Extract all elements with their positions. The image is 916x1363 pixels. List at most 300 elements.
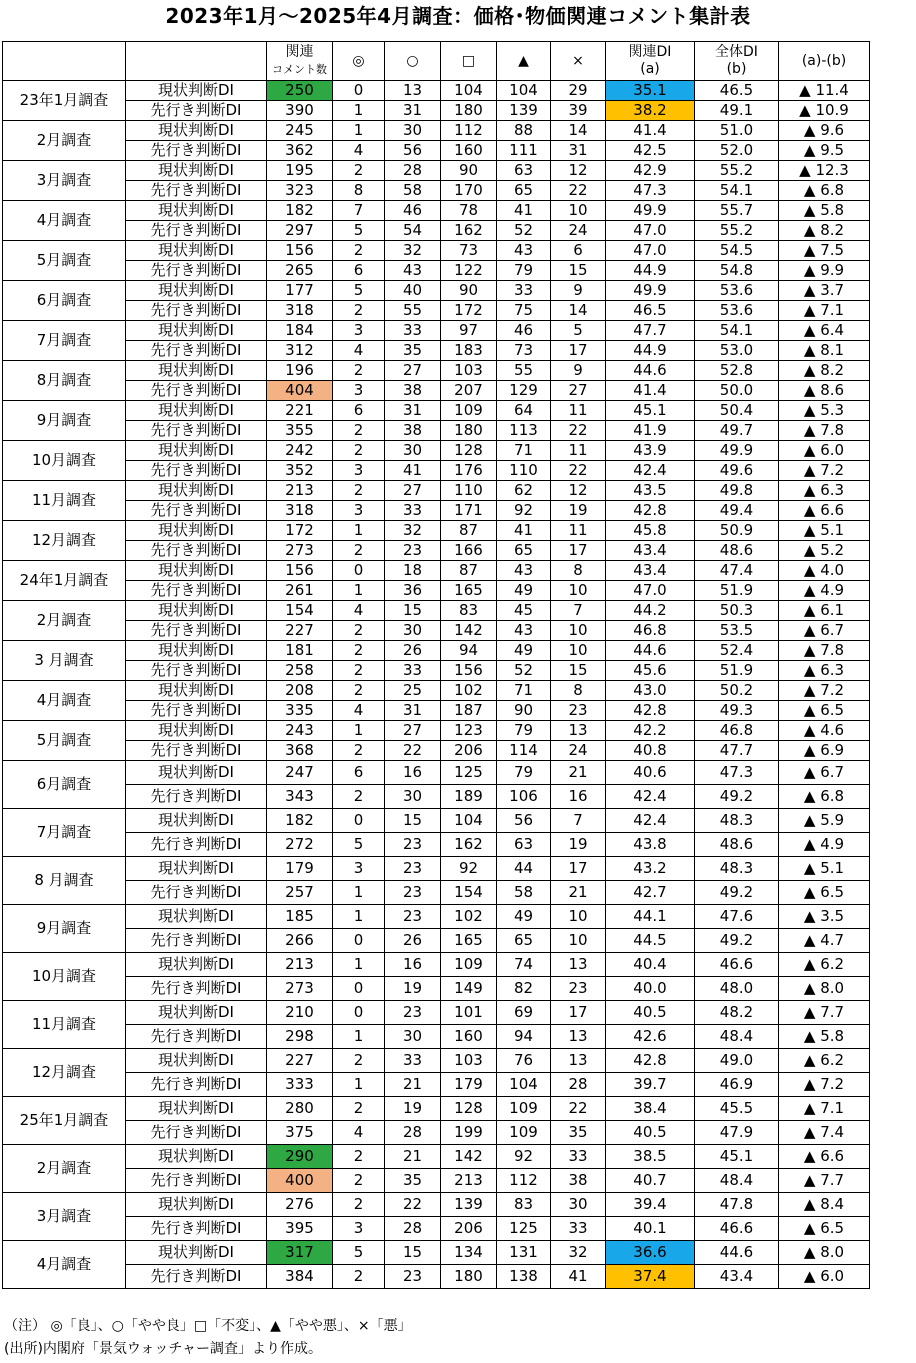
di-type-cell: 現状判断DI [126, 761, 267, 785]
unchanged-count-cell: 180 [441, 1265, 497, 1289]
good-count-cell: 6 [333, 761, 385, 785]
table-row [3, 1217, 870, 1241]
page-title: 2023年1月～2025年4月調査：価格･物価関連コメント集計表 [165, 4, 751, 28]
related-di-cell: 45.8 [606, 521, 695, 541]
related-di-cell: 45.1 [606, 401, 695, 421]
somewhat-good-count-cell: 41 [385, 461, 441, 481]
survey-period-cell: 3月調査 [3, 161, 126, 201]
di-type-cell: 現状判断DI [126, 857, 267, 881]
survey-period-cell: 12月調査 [3, 521, 126, 561]
bad-count-cell: 16 [551, 785, 606, 809]
overall-di-cell: 45.1 [695, 1145, 779, 1169]
bad-count-cell: 12 [551, 161, 606, 181]
somewhat-good-count-cell: 23 [385, 1001, 441, 1025]
di-type-cell: 先行き判断DI [126, 1073, 267, 1097]
bad-count-cell: 24 [551, 221, 606, 241]
di-type-cell: 先行き判断DI [126, 301, 267, 321]
related-di-cell: 42.7 [606, 881, 695, 905]
di-difference-cell: ▲ 7.2 [779, 681, 870, 701]
somewhat-bad-count-cell: 112 [497, 1169, 551, 1193]
bad-count-cell: 29 [551, 81, 606, 101]
di-difference-cell: ▲ 8.1 [779, 341, 870, 361]
unchanged-count-cell: 142 [441, 621, 497, 641]
good-count-cell: 1 [333, 1073, 385, 1097]
di-type-cell: 先行き判断DI [126, 1121, 267, 1145]
bad-count-cell: 6 [551, 241, 606, 261]
overall-di-cell: 54.1 [695, 181, 779, 201]
good-count-cell: 2 [333, 301, 385, 321]
overall-di-cell: 50.4 [695, 401, 779, 421]
bad-count-cell: 8 [551, 561, 606, 581]
somewhat-good-count-cell: 21 [385, 1145, 441, 1169]
related-di-cell: 47.0 [606, 221, 695, 241]
unchanged-count-cell: 206 [441, 741, 497, 761]
table-row [3, 785, 870, 809]
comment-count-cell: 362 [267, 141, 333, 161]
overall-di-cell: 48.6 [695, 833, 779, 857]
di-difference-cell: ▲ 6.1 [779, 601, 870, 621]
di-difference-cell: ▲ 5.9 [779, 809, 870, 833]
somewhat-bad-count-cell: 58 [497, 881, 551, 905]
unchanged-count-cell: 162 [441, 221, 497, 241]
comment-count-cell: 276 [267, 1193, 333, 1217]
di-difference-cell: ▲ 7.1 [779, 1097, 870, 1121]
bad-count-cell: 39 [551, 101, 606, 121]
di-type-cell: 先行き判断DI [126, 929, 267, 953]
bad-count-cell: 24 [551, 741, 606, 761]
header-count-line2: コメント数 [272, 63, 327, 76]
good-count-cell: 0 [333, 929, 385, 953]
related-di-cell: 36.6 [606, 1241, 695, 1265]
comment-count-cell: 210 [267, 1001, 333, 1025]
somewhat-good-count-cell: 31 [385, 401, 441, 421]
comment-count-cell: 384 [267, 1265, 333, 1289]
overall-di-cell: 51.9 [695, 581, 779, 601]
somewhat-bad-count-cell: 73 [497, 341, 551, 361]
somewhat-bad-count-cell: 52 [497, 661, 551, 681]
di-difference-cell: ▲ 6.8 [779, 785, 870, 809]
related-di-cell: 46.8 [606, 621, 695, 641]
related-di-cell: 47.0 [606, 581, 695, 601]
somewhat-good-count-cell: 18 [385, 561, 441, 581]
table-row [3, 741, 870, 761]
di-type-cell: 現状判断DI [126, 521, 267, 541]
comment-count-cell: 368 [267, 741, 333, 761]
somewhat-bad-count-cell: 90 [497, 701, 551, 721]
somewhat-bad-count-cell: 83 [497, 1193, 551, 1217]
bad-count-cell: 13 [551, 721, 606, 741]
comment-count-cell: 318 [267, 501, 333, 521]
comment-count-cell: 247 [267, 761, 333, 785]
somewhat-good-count-cell: 28 [385, 1217, 441, 1241]
unchanged-count-cell: 183 [441, 341, 497, 361]
unchanged-count-cell: 122 [441, 261, 497, 281]
somewhat-bad-count-cell: 41 [497, 521, 551, 541]
survey-period-cell: 2月調査 [3, 601, 126, 641]
header-blank-kind [126, 42, 267, 81]
unchanged-count-cell: 125 [441, 761, 497, 785]
di-type-cell: 先行き判断DI [126, 581, 267, 601]
bad-count-cell: 12 [551, 481, 606, 501]
table-row [3, 441, 870, 461]
comment-count-cell: 298 [267, 1025, 333, 1049]
comment-count-cell: 182 [267, 201, 333, 221]
bad-count-cell: 17 [551, 1001, 606, 1025]
related-di-cell: 41.4 [606, 121, 695, 141]
unchanged-count-cell: 162 [441, 833, 497, 857]
somewhat-good-count-cell: 30 [385, 441, 441, 461]
overall-di-cell: 50.0 [695, 381, 779, 401]
survey-period-cell: 11月調査 [3, 1001, 126, 1049]
bad-count-cell: 8 [551, 681, 606, 701]
header-rel-line1: 関連DI [628, 44, 672, 60]
header-related-di [606, 42, 695, 81]
table-row [3, 141, 870, 161]
somewhat-bad-count-cell: 65 [497, 929, 551, 953]
di-difference-cell: ▲ 7.7 [779, 1001, 870, 1025]
overall-di-cell: 51.9 [695, 661, 779, 681]
somewhat-bad-count-cell: 71 [497, 681, 551, 701]
somewhat-good-count-cell: 30 [385, 785, 441, 809]
di-difference-cell: ▲ 4.9 [779, 833, 870, 857]
di-type-cell: 現状判断DI [126, 401, 267, 421]
somewhat-good-count-cell: 27 [385, 361, 441, 381]
related-di-cell: 42.2 [606, 721, 695, 741]
di-type-cell: 先行き判断DI [126, 341, 267, 361]
bad-count-cell: 10 [551, 905, 606, 929]
related-di-cell: 43.9 [606, 441, 695, 461]
overall-di-cell: 47.7 [695, 741, 779, 761]
overall-di-cell: 44.6 [695, 1241, 779, 1265]
table-row [3, 301, 870, 321]
unchanged-count-cell: 170 [441, 181, 497, 201]
good-count-cell: 1 [333, 721, 385, 741]
somewhat-good-count-cell: 23 [385, 857, 441, 881]
related-di-cell: 44.2 [606, 601, 695, 621]
comment-count-cell: 390 [267, 101, 333, 121]
good-count-cell: 7 [333, 201, 385, 221]
good-count-cell: 5 [333, 1241, 385, 1265]
related-di-cell: 44.9 [606, 261, 695, 281]
bad-count-cell: 7 [551, 601, 606, 621]
bad-count-cell: 22 [551, 421, 606, 441]
related-di-cell: 42.4 [606, 461, 695, 481]
comment-count-cell: 290 [267, 1145, 333, 1169]
di-difference-cell: ▲ 7.7 [779, 1169, 870, 1193]
comment-count-cell: 177 [267, 281, 333, 301]
table-row [3, 461, 870, 481]
somewhat-good-count-cell: 31 [385, 101, 441, 121]
somewhat-bad-count-cell: 114 [497, 741, 551, 761]
comment-count-cell: 185 [267, 905, 333, 929]
somewhat-bad-count-cell: 104 [497, 1073, 551, 1097]
di-difference-cell: ▲ 6.7 [779, 761, 870, 785]
overall-di-cell: 48.6 [695, 541, 779, 561]
overall-di-cell: 53.6 [695, 301, 779, 321]
di-type-cell: 先行き判断DI [126, 381, 267, 401]
unchanged-count-cell: 165 [441, 581, 497, 601]
comment-count-cell: 261 [267, 581, 333, 601]
somewhat-bad-count-cell: 63 [497, 833, 551, 857]
unchanged-count-cell: 103 [441, 361, 497, 381]
survey-period-cell: 3月調査 [3, 1193, 126, 1241]
somewhat-bad-count-cell: 92 [497, 501, 551, 521]
comment-count-cell: 250 [267, 81, 333, 101]
bad-count-cell: 33 [551, 1145, 606, 1169]
di-type-cell: 現状判断DI [126, 1001, 267, 1025]
survey-period-cell: 6月調査 [3, 761, 126, 809]
unchanged-count-cell: 207 [441, 381, 497, 401]
overall-di-cell: 49.9 [695, 441, 779, 461]
table-row [3, 1169, 870, 1193]
table-row [3, 601, 870, 621]
somewhat-bad-count-cell: 113 [497, 421, 551, 441]
table-row [3, 721, 870, 741]
comment-count-cell: 335 [267, 701, 333, 721]
unchanged-count-cell: 94 [441, 641, 497, 661]
somewhat-bad-count-cell: 44 [497, 857, 551, 881]
somewhat-bad-count-cell: 43 [497, 621, 551, 641]
table-row [3, 857, 870, 881]
header-bad: × [551, 42, 606, 81]
di-difference-cell: ▲ 4.9 [779, 581, 870, 601]
overall-di-cell: 55.2 [695, 221, 779, 241]
overall-di-cell: 55.2 [695, 161, 779, 181]
somewhat-bad-count-cell: 64 [497, 401, 551, 421]
di-type-cell: 先行き判断DI [126, 1265, 267, 1289]
comment-count-cell: 333 [267, 1073, 333, 1097]
overall-di-cell: 49.0 [695, 1049, 779, 1073]
comment-count-cell: 395 [267, 1217, 333, 1241]
header-all-line1: 全体DI [715, 44, 758, 60]
header-blank-period [3, 42, 126, 81]
overall-di-cell: 54.5 [695, 241, 779, 261]
bad-count-cell: 13 [551, 1049, 606, 1073]
bad-count-cell: 11 [551, 401, 606, 421]
bad-count-cell: 11 [551, 441, 606, 461]
related-di-cell: 43.5 [606, 481, 695, 501]
somewhat-good-count-cell: 15 [385, 1241, 441, 1265]
header-good: ◎ [333, 42, 385, 81]
overall-di-cell: 52.8 [695, 361, 779, 381]
header-comment-count [267, 42, 333, 81]
di-difference-cell: ▲ 6.7 [779, 621, 870, 641]
di-difference-cell: ▲ 7.8 [779, 641, 870, 661]
somewhat-bad-count-cell: 104 [497, 81, 551, 101]
di-difference-cell: ▲ 9.9 [779, 261, 870, 281]
di-type-cell: 現状判断DI [126, 953, 267, 977]
table-row [3, 421, 870, 441]
di-type-cell: 現状判断DI [126, 481, 267, 501]
unchanged-count-cell: 172 [441, 301, 497, 321]
related-di-cell: 38.5 [606, 1145, 695, 1169]
survey-period-cell: 9月調査 [3, 401, 126, 441]
di-type-cell: 現状判断DI [126, 201, 267, 221]
unchanged-count-cell: 83 [441, 601, 497, 621]
good-count-cell: 2 [333, 621, 385, 641]
bad-count-cell: 10 [551, 581, 606, 601]
di-difference-cell: ▲ 5.3 [779, 401, 870, 421]
comment-count-cell: 273 [267, 977, 333, 1001]
somewhat-good-count-cell: 26 [385, 641, 441, 661]
bad-count-cell: 10 [551, 929, 606, 953]
di-type-cell: 現状判断DI [126, 281, 267, 301]
di-difference-cell: ▲ 11.4 [779, 81, 870, 101]
overall-di-cell: 49.1 [695, 101, 779, 121]
di-type-cell: 先行き判断DI [126, 833, 267, 857]
related-di-cell: 46.5 [606, 301, 695, 321]
somewhat-good-count-cell: 33 [385, 321, 441, 341]
table-row [3, 1241, 870, 1265]
di-difference-cell: ▲ 6.0 [779, 1265, 870, 1289]
comment-count-cell: 312 [267, 341, 333, 361]
di-type-cell: 先行き判断DI [126, 221, 267, 241]
bad-count-cell: 19 [551, 501, 606, 521]
di-difference-cell: ▲ 6.9 [779, 741, 870, 761]
somewhat-bad-count-cell: 88 [497, 121, 551, 141]
table-row [3, 381, 870, 401]
good-count-cell: 4 [333, 141, 385, 161]
related-di-cell: 42.4 [606, 809, 695, 833]
overall-di-cell: 47.6 [695, 905, 779, 929]
overall-di-cell: 53.6 [695, 281, 779, 301]
overall-di-cell: 48.0 [695, 977, 779, 1001]
di-difference-cell: ▲ 6.5 [779, 881, 870, 905]
somewhat-bad-count-cell: 46 [497, 321, 551, 341]
somewhat-bad-count-cell: 79 [497, 261, 551, 281]
survey-period-cell: 8月調査 [3, 361, 126, 401]
related-di-cell: 43.4 [606, 541, 695, 561]
di-type-cell: 先行き判断DI [126, 541, 267, 561]
good-count-cell: 2 [333, 1097, 385, 1121]
table-row [3, 621, 870, 641]
related-di-cell: 43.2 [606, 857, 695, 881]
good-count-cell: 3 [333, 461, 385, 481]
somewhat-bad-count-cell: 43 [497, 241, 551, 261]
table-row [3, 221, 870, 241]
related-di-cell: 44.1 [606, 905, 695, 929]
overall-di-cell: 55.7 [695, 201, 779, 221]
somewhat-bad-count-cell: 41 [497, 201, 551, 221]
somewhat-bad-count-cell: 125 [497, 1217, 551, 1241]
di-difference-cell: ▲ 4.0 [779, 561, 870, 581]
good-count-cell: 5 [333, 281, 385, 301]
comment-count-cell: 343 [267, 785, 333, 809]
survey-period-cell: 24年1月調査 [3, 561, 126, 601]
di-type-cell: 先行き判断DI [126, 741, 267, 761]
bad-count-cell: 22 [551, 461, 606, 481]
bad-count-cell: 21 [551, 881, 606, 905]
somewhat-good-count-cell: 33 [385, 1049, 441, 1073]
di-difference-cell: ▲ 6.0 [779, 441, 870, 461]
somewhat-bad-count-cell: 52 [497, 221, 551, 241]
di-type-cell: 現状判断DI [126, 241, 267, 261]
unchanged-count-cell: 87 [441, 561, 497, 581]
survey-period-cell: 7月調査 [3, 321, 126, 361]
di-type-cell: 現状判断DI [126, 1097, 267, 1121]
comment-count-cell: 195 [267, 161, 333, 181]
overall-di-cell: 49.3 [695, 701, 779, 721]
survey-period-cell: 7月調査 [3, 809, 126, 857]
overall-di-cell: 49.7 [695, 421, 779, 441]
somewhat-good-count-cell: 32 [385, 241, 441, 261]
bad-count-cell: 17 [551, 341, 606, 361]
overall-di-cell: 46.5 [695, 81, 779, 101]
table-row [3, 1145, 870, 1169]
somewhat-good-count-cell: 16 [385, 761, 441, 785]
somewhat-good-count-cell: 27 [385, 481, 441, 501]
table-row [3, 401, 870, 421]
related-di-cell: 49.9 [606, 201, 695, 221]
di-difference-cell: ▲ 6.3 [779, 661, 870, 681]
overall-di-cell: 46.6 [695, 953, 779, 977]
di-difference-cell: ▲ 10.9 [779, 101, 870, 121]
bad-count-cell: 28 [551, 1073, 606, 1097]
good-count-cell: 2 [333, 541, 385, 561]
bad-count-cell: 17 [551, 541, 606, 561]
overall-di-cell: 47.8 [695, 1193, 779, 1217]
header-somewhat-bad: ▲ [497, 42, 551, 81]
di-difference-cell: ▲ 6.5 [779, 1217, 870, 1241]
somewhat-good-count-cell: 22 [385, 1193, 441, 1217]
overall-di-cell: 48.3 [695, 857, 779, 881]
di-type-cell: 現状判断DI [126, 321, 267, 341]
unchanged-count-cell: 160 [441, 141, 497, 161]
related-di-cell: 43.4 [606, 561, 695, 581]
bad-count-cell: 21 [551, 761, 606, 785]
good-count-cell: 0 [333, 561, 385, 581]
unchanged-count-cell: 179 [441, 1073, 497, 1097]
bad-count-cell: 7 [551, 809, 606, 833]
unchanged-count-cell: 90 [441, 281, 497, 301]
overall-di-cell: 47.9 [695, 1121, 779, 1145]
unchanged-count-cell: 187 [441, 701, 497, 721]
good-count-cell: 3 [333, 857, 385, 881]
di-difference-cell: ▲ 6.6 [779, 1145, 870, 1169]
good-count-cell: 8 [333, 181, 385, 201]
bad-count-cell: 9 [551, 361, 606, 381]
somewhat-bad-count-cell: 56 [497, 809, 551, 833]
somewhat-bad-count-cell: 82 [497, 977, 551, 1001]
somewhat-bad-count-cell: 138 [497, 1265, 551, 1289]
somewhat-good-count-cell: 31 [385, 701, 441, 721]
di-type-cell: 現状判断DI [126, 561, 267, 581]
di-type-cell: 現状判断DI [126, 601, 267, 621]
di-type-cell: 現状判断DI [126, 81, 267, 101]
good-count-cell: 1 [333, 1025, 385, 1049]
somewhat-good-count-cell: 28 [385, 1121, 441, 1145]
related-di-cell: 41.9 [606, 421, 695, 441]
overall-di-cell: 48.4 [695, 1169, 779, 1193]
good-count-cell: 2 [333, 361, 385, 381]
comment-count-cell: 196 [267, 361, 333, 381]
good-count-cell: 1 [333, 521, 385, 541]
bad-count-cell: 22 [551, 181, 606, 201]
somewhat-bad-count-cell: 94 [497, 1025, 551, 1049]
good-count-cell: 3 [333, 381, 385, 401]
related-di-cell: 42.5 [606, 141, 695, 161]
good-count-cell: 1 [333, 881, 385, 905]
unchanged-count-cell: 73 [441, 241, 497, 261]
di-difference-cell: ▲ 12.3 [779, 161, 870, 181]
comment-count-cell: 266 [267, 929, 333, 953]
somewhat-bad-count-cell: 62 [497, 481, 551, 501]
di-difference-cell: ▲ 4.6 [779, 721, 870, 741]
di-difference-cell: ▲ 8.0 [779, 977, 870, 1001]
good-count-cell: 3 [333, 321, 385, 341]
related-di-cell: 42.6 [606, 1025, 695, 1049]
bad-count-cell: 13 [551, 953, 606, 977]
